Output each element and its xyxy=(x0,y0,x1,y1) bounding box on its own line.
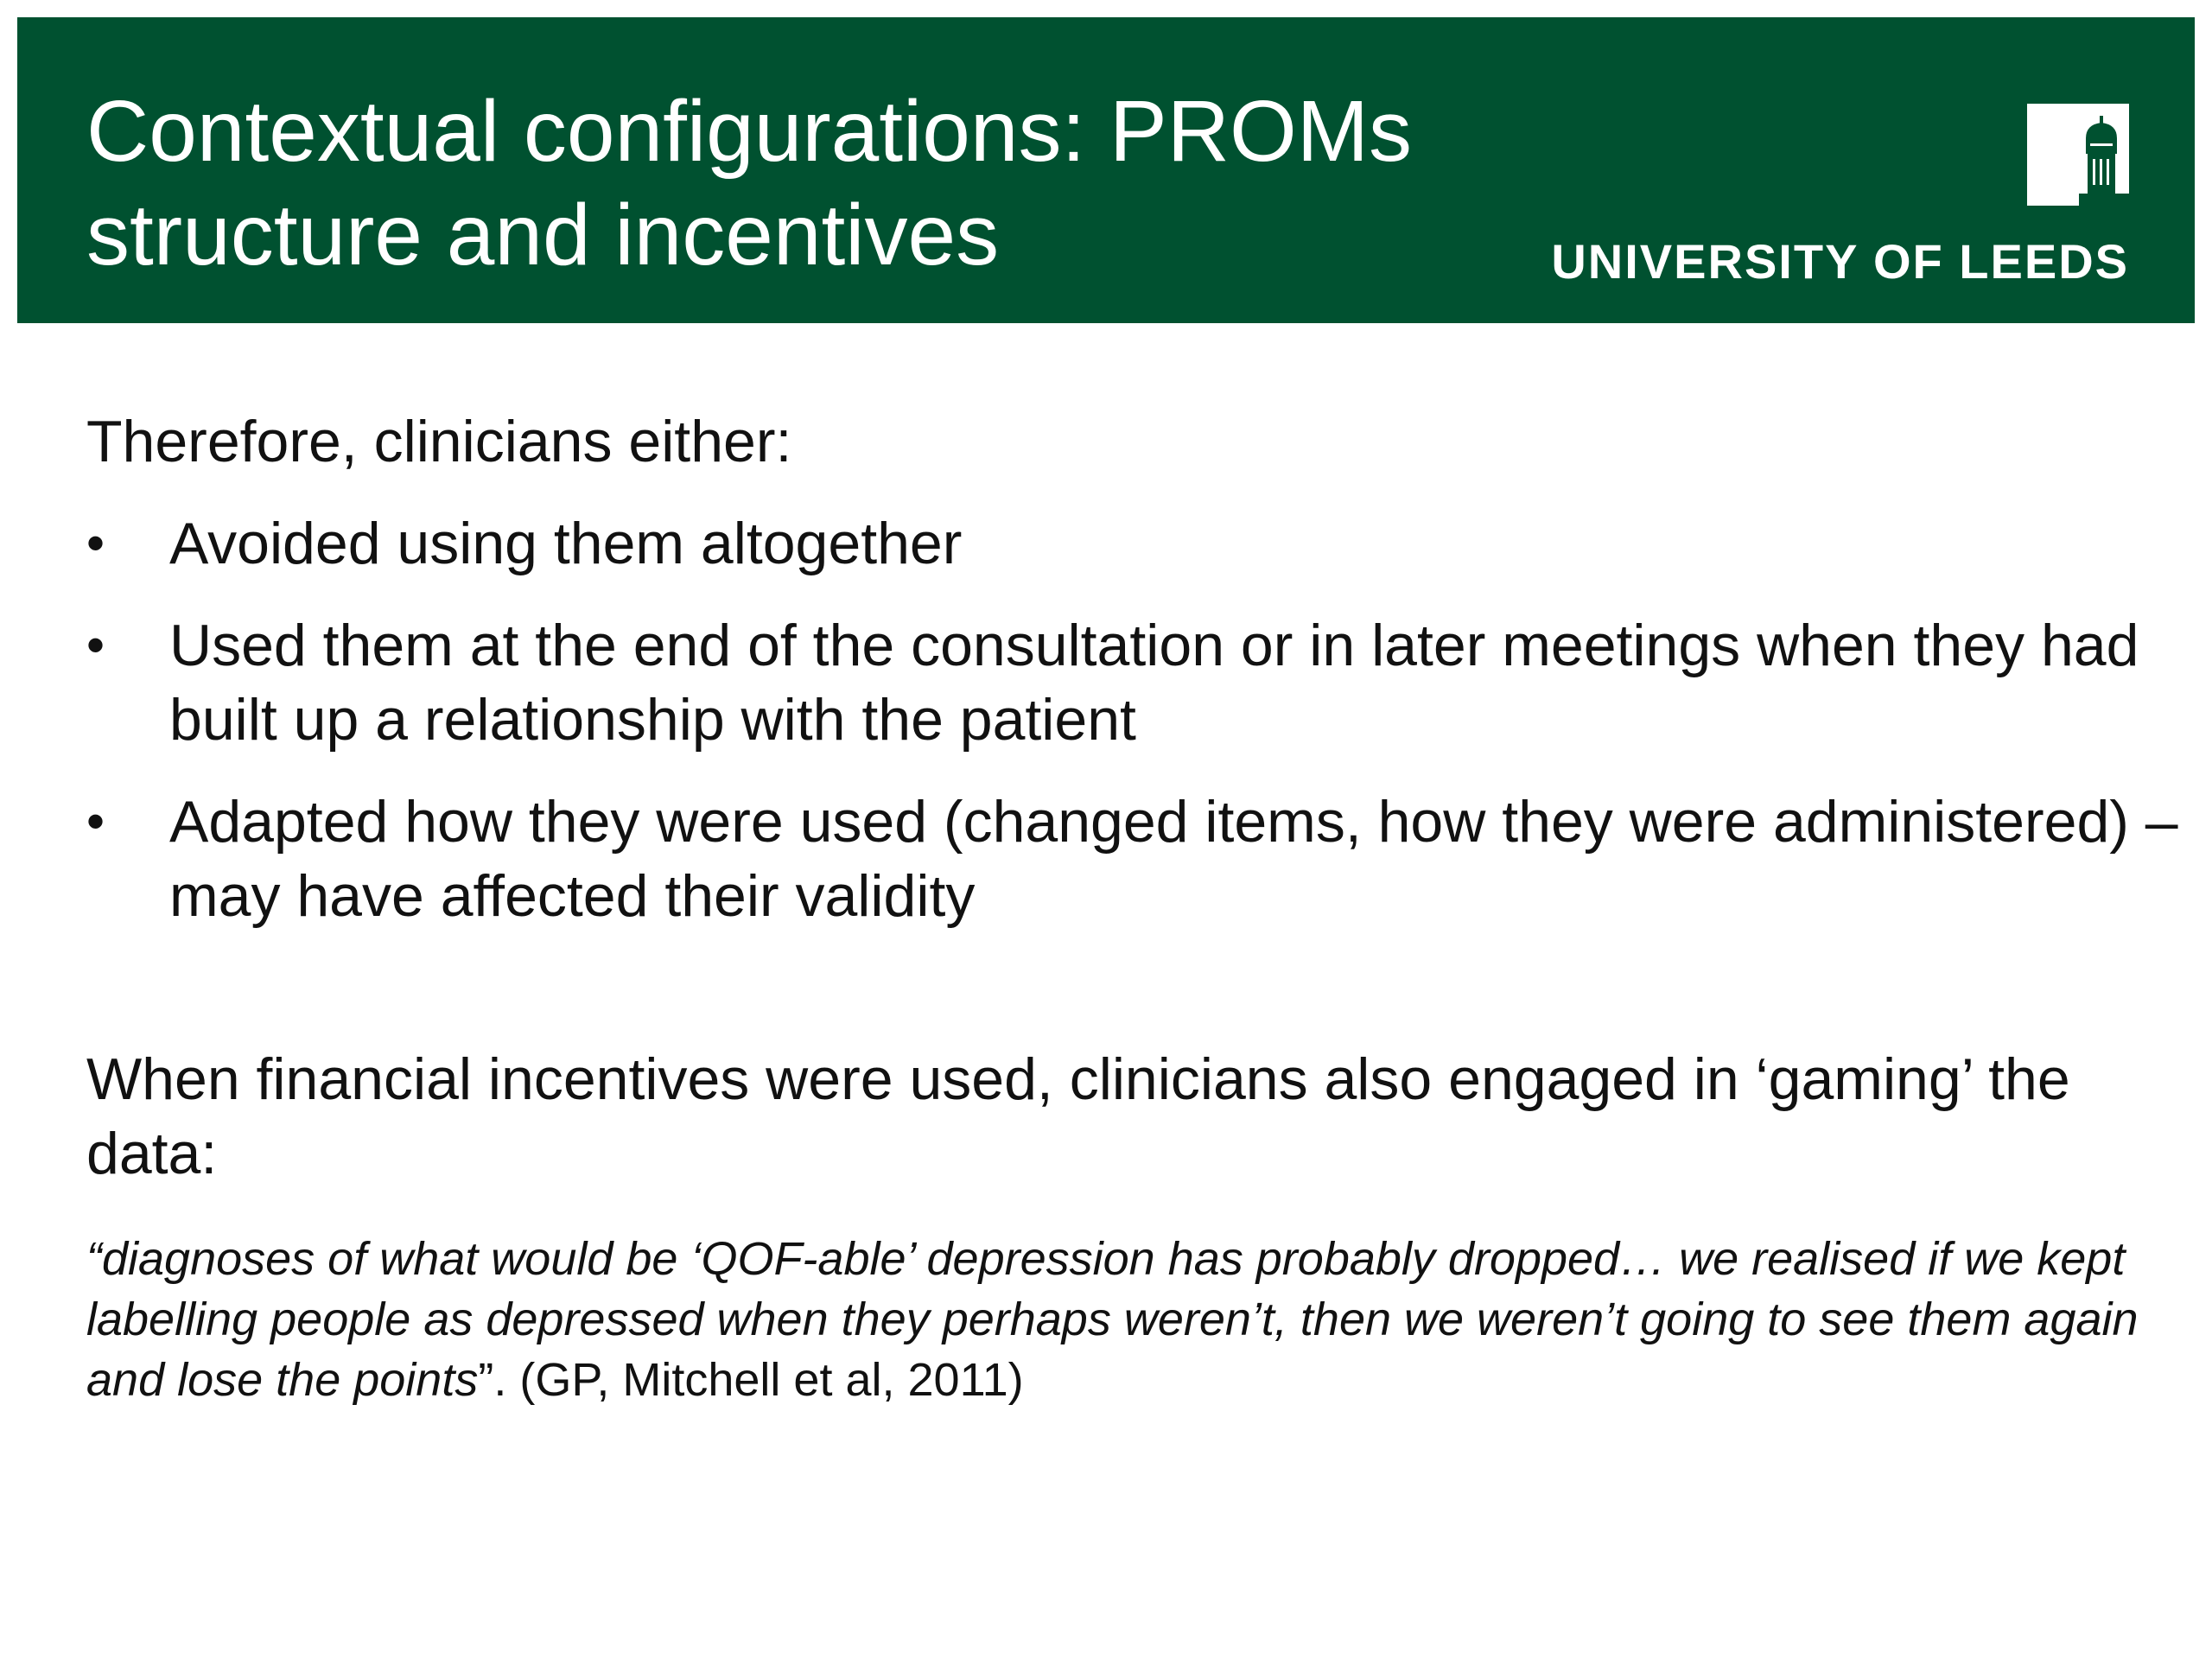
slide-body xyxy=(86,404,2178,1410)
bullet-list xyxy=(86,506,2178,933)
incentive-text: When financial incentives were used, clinicians also engaged in ‘gaming’ the data: xyxy=(86,1046,2070,1186)
quote-block xyxy=(86,1229,2177,1410)
quote-citation: . (GP, Mitchell et al, 2011) xyxy=(493,1354,1024,1406)
slide-title xyxy=(86,79,1555,287)
slide-title-line-2: structure and incentives xyxy=(86,187,1000,283)
slide-header xyxy=(17,17,2195,323)
bullet-icon: • xyxy=(86,616,105,674)
parkinson-tower-icon xyxy=(2027,104,2129,206)
university-logo xyxy=(1551,104,2129,294)
quote-close-mark: ” xyxy=(478,1354,494,1406)
list-item xyxy=(86,506,2191,581)
list-item xyxy=(86,785,2191,933)
quote-text: diagnoses of what would be ‘QOF-able’ depression has probably dropped… we realised if we kept labelling people as depressed when they perhaps weren’t, then we weren’t going to see them again and lose the points xyxy=(86,1233,2139,1406)
bullet-text: Adapted how they were used (changed items, how they were administered) – may have affected their validity xyxy=(169,789,2178,929)
bullet-text: Avoided using them altogether xyxy=(169,511,963,576)
list-item xyxy=(86,608,2191,757)
slide-title-line-1: Contextual configurations: PROMs xyxy=(86,83,1413,180)
intro-text: Therefore, clinicians either: xyxy=(86,409,792,474)
bullet-icon: • xyxy=(86,792,105,850)
bullet-icon: • xyxy=(86,514,105,572)
bullet-text: Used them at the end of the consultation or in later meetings when they had built up a relationship with the patient xyxy=(169,613,2139,753)
university-name: UNIVERSITY OF LEEDS xyxy=(1551,234,2129,289)
quote-open-mark: “ xyxy=(86,1233,102,1285)
